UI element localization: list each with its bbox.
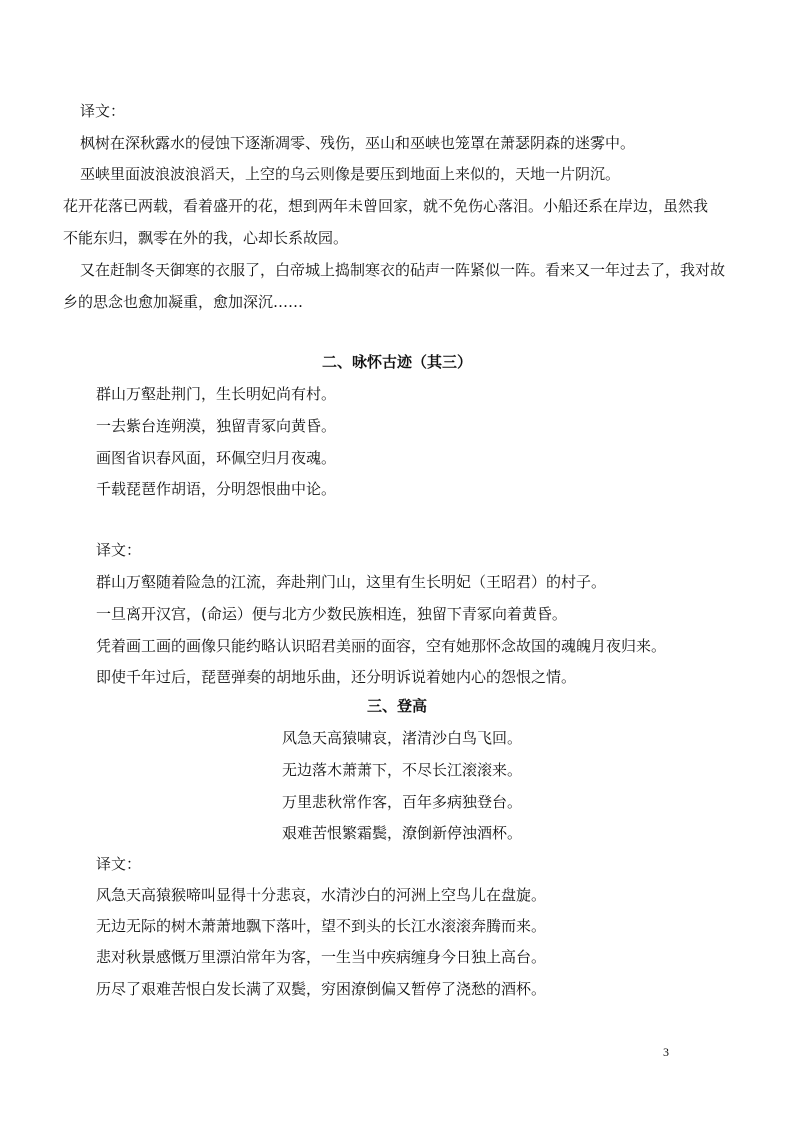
translation-line: 群山万壑随着险急的江流，奔赴荆门山，这里有生长明妃（王昭君）的村子。 [96,573,607,591]
text-line: 枫树在深秋露水的侵蚀下逐渐凋零、残伤，巫山和巫峡也笼罩在萧瑟阴森的迷雾中。 [80,134,636,152]
poem-line: 无边落木萧萧下，不尽长江滚滚来。 [282,761,523,779]
poem-line: 万里悲秋常作客，百年多病独登台。 [282,793,523,811]
page-number: 3 [663,1045,669,1059]
translation-line: 即使千年过后，琵琶弹奏的胡地乐曲，还分明诉说着她内心的怨恨之情。 [96,668,577,686]
translation-line: 一旦离开汉宫，(命运）便与北方少数民族相连，独留下青冢向着黄昏。 [96,605,567,623]
text-line: 不能东归，飘零在外的我，心却长系故园。 [63,229,349,247]
translation-label: 译文： [96,855,142,873]
translation-line: 凭着画工画的画像只能约略认识昭君美丽的面容，空有她那怀念故国的魂魄月夜归来。 [96,637,667,655]
text-line: 花开花落已两载，看着盛开的花，想到两年未曾回家，就不免伤心落泪。小船还系在岸边，虽然我 [63,197,709,215]
translation-line: 无边无际的树木萧萧地飘下落叶，望不到头的长江水滚滚奔腾而来。 [96,917,547,935]
translation-line: 风急天高猿猴啼叫显得十分悲哀，水清沙白的河洲上空鸟儿在盘旋。 [96,886,547,904]
section-heading: 三、登高 [366,697,427,715]
poem-line: 千载琵琶作胡语，分明怨恨曲中论。 [96,480,337,498]
text-line: 又在赶制冬天御寒的衣服了，白帝城上捣制寒衣的砧声一阵紧似一阵。看来又一年过去了，我对故 [80,261,726,279]
translation-label: 译文： [96,541,142,559]
section-heading: 二、咏怀古迹（其三） [321,353,472,371]
poem-line: 风急天高猿啸哀，渚清沙白鸟飞回。 [282,729,523,747]
poem-line: 画图省识春风面，环佩空归月夜魂。 [96,449,337,467]
poem-line: 艰难苦恨繁霜鬓，潦倒新停浊酒杯。 [282,824,523,842]
translation-line: 历尽了艰难苦恨白发长满了双鬓，穷困潦倒偏又暂停了浇愁的酒杯。 [96,980,547,998]
poem-line: 群山万壑赴荆门，生长明妃尚有村。 [96,385,337,403]
translation-line: 悲对秋景感慨万里漂泊常年为客，一生当中疾病缠身今日独上高台。 [96,948,547,966]
poem-line: 一去紫台连朔漠，独留青冢向黄昏。 [96,417,337,435]
text-line: 乡的思念也愈加凝重，愈加深沉…… [63,293,304,311]
text-line: 巫峡里面波浪波浪滔天，上空的乌云则像是要压到地面上来似的，天地一片阴沉。 [80,165,621,183]
translation-label: 译文： [80,102,126,120]
